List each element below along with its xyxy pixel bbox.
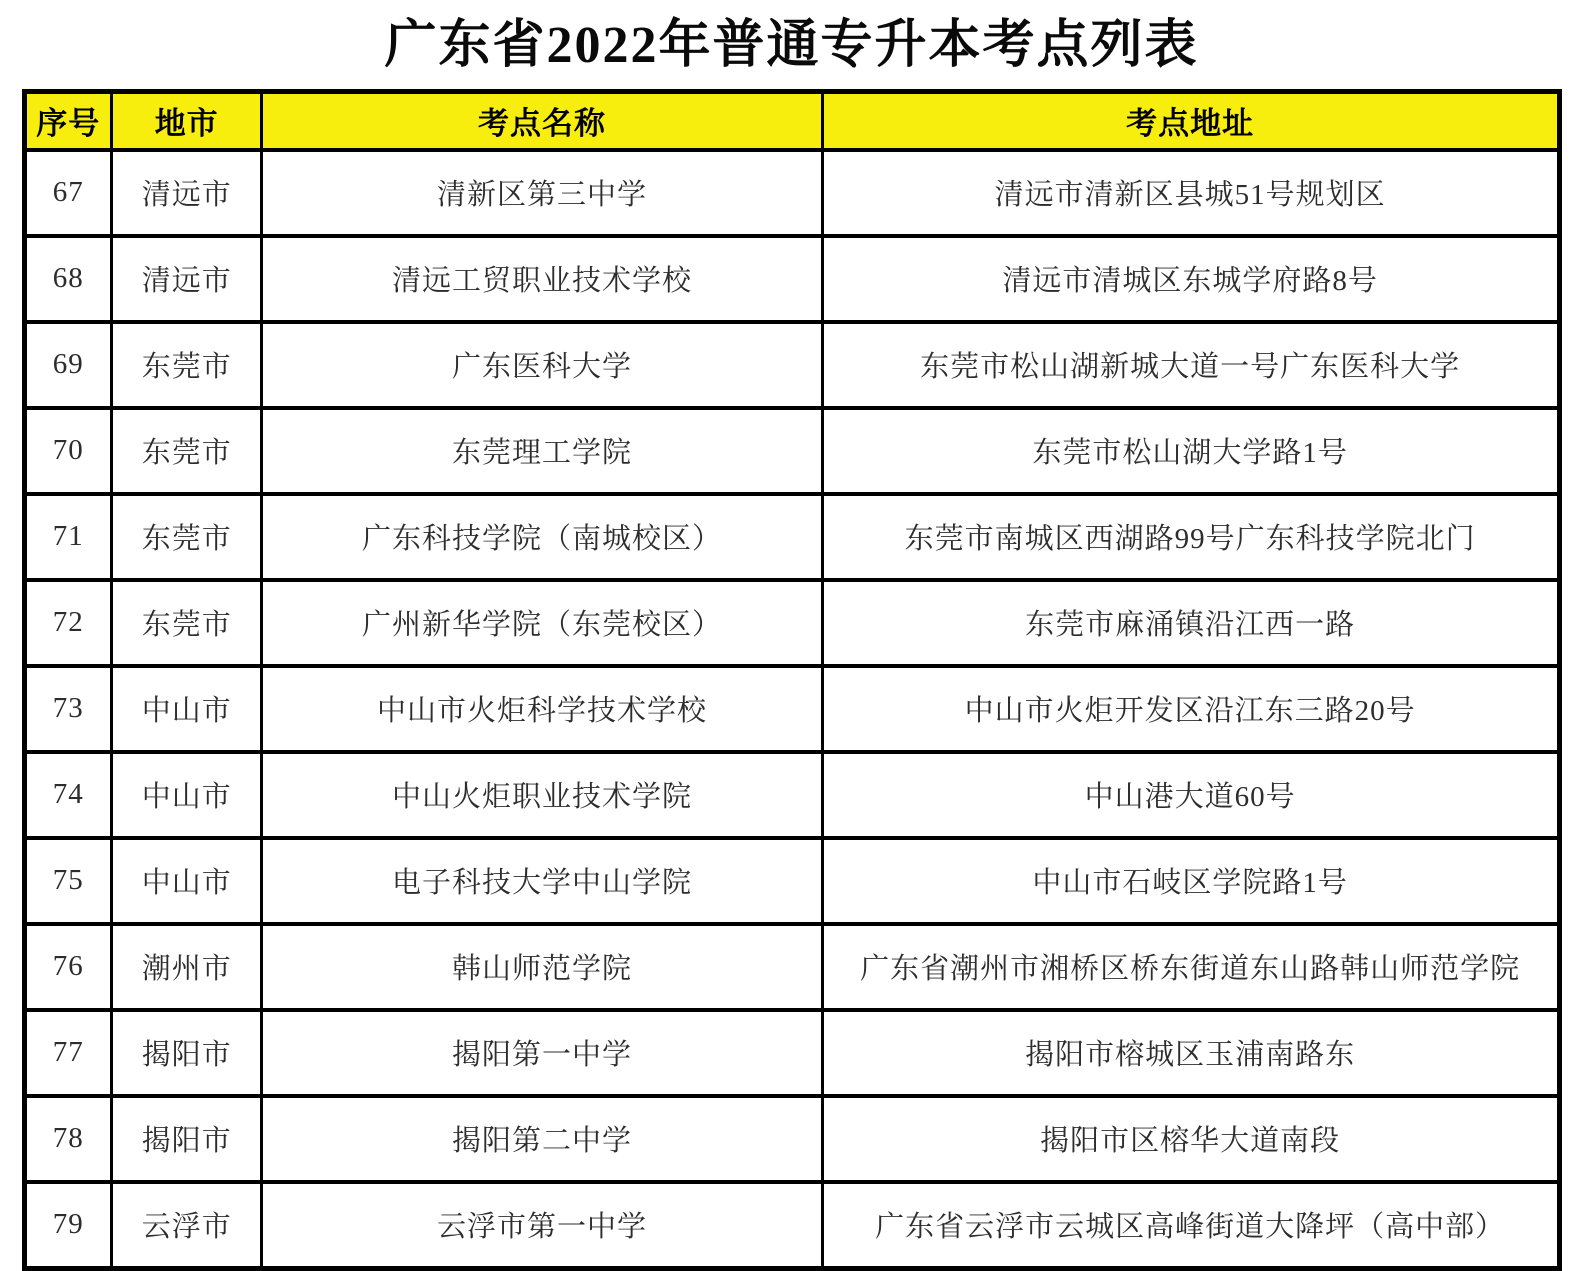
cell-site-address: 东莞市松山湖新城大道一号广东医科大学	[822, 322, 1559, 408]
cell-serial-number: 73	[24, 666, 111, 752]
cell-city: 揭阳市	[111, 1096, 261, 1182]
table-row	[24, 752, 1559, 838]
cell-serial-number: 69	[24, 322, 111, 408]
cell-city: 中山市	[111, 838, 261, 924]
cell-city: 揭阳市	[111, 1010, 261, 1096]
cell-serial-number: 79	[24, 1182, 111, 1269]
cell-city: 潮州市	[111, 924, 261, 1010]
header-city: 地市	[111, 91, 261, 150]
cell-serial-number: 71	[24, 494, 111, 580]
cell-site-address: 清远市清新区县城51号规划区	[822, 150, 1559, 236]
cell-serial-number: 75	[24, 838, 111, 924]
cell-site-address: 东莞市松山湖大学路1号	[822, 408, 1559, 494]
header-site-name: 考点名称	[262, 91, 822, 150]
cell-site-name: 中山市火炬科学技术学校	[262, 666, 822, 752]
cell-site-name: 广东科技学院（南城校区）	[262, 494, 822, 580]
cell-site-name: 清远工贸职业技术学校	[262, 236, 822, 322]
table-row	[24, 236, 1559, 322]
cell-city: 中山市	[111, 666, 261, 752]
cell-serial-number: 74	[24, 752, 111, 838]
cell-site-address: 中山港大道60号	[822, 752, 1559, 838]
table-row	[24, 408, 1559, 494]
cell-serial-number: 67	[24, 150, 111, 236]
cell-site-address: 东莞市麻涌镇沿江西一路	[822, 580, 1559, 666]
cell-site-name: 中山火炬职业技术学院	[262, 752, 822, 838]
cell-site-name: 东莞理工学院	[262, 408, 822, 494]
cell-site-name: 揭阳第二中学	[262, 1096, 822, 1182]
cell-site-name: 揭阳第一中学	[262, 1010, 822, 1096]
cell-site-address: 广东省潮州市湘桥区桥东街道东山路韩山师范学院	[822, 924, 1559, 1010]
cell-city: 清远市	[111, 150, 261, 236]
cell-serial-number: 68	[24, 236, 111, 322]
table-row	[24, 494, 1559, 580]
table-row	[24, 1096, 1559, 1182]
table-row	[24, 150, 1559, 236]
cell-site-name: 韩山师范学院	[262, 924, 822, 1010]
cell-city: 中山市	[111, 752, 261, 838]
cell-site-name: 清新区第三中学	[262, 150, 822, 236]
cell-site-address: 中山市火炬开发区沿江东三路20号	[822, 666, 1559, 752]
header-serial-number: 序号	[24, 91, 111, 150]
cell-site-name: 广州新华学院（东莞校区）	[262, 580, 822, 666]
table-row	[24, 580, 1559, 666]
cell-city: 东莞市	[111, 494, 261, 580]
cell-site-address: 揭阳市区榕华大道南段	[822, 1096, 1559, 1182]
cell-site-address: 清远市清城区东城学府路8号	[822, 236, 1559, 322]
cell-city: 东莞市	[111, 580, 261, 666]
table-row	[24, 1010, 1559, 1096]
page-title: 广东省2022年普通专升本考点列表	[384, 17, 1199, 74]
table-header-row	[24, 91, 1559, 150]
cell-serial-number: 78	[24, 1096, 111, 1182]
table-row	[24, 666, 1559, 752]
table-row	[24, 322, 1559, 408]
table-row	[24, 1182, 1559, 1269]
table-row	[24, 838, 1559, 924]
cell-site-address: 揭阳市榕城区玉浦南路东	[822, 1010, 1559, 1096]
cell-city: 清远市	[111, 236, 261, 322]
cell-serial-number: 70	[24, 408, 111, 494]
cell-site-address: 东莞市南城区西湖路99号广东科技学院北门	[822, 494, 1559, 580]
cell-serial-number: 76	[24, 924, 111, 1010]
exam-site-table	[22, 89, 1562, 1271]
cell-site-address: 广东省云浮市云城区高峰街道大降坪（高中部）	[822, 1182, 1559, 1269]
table-body	[24, 150, 1559, 1269]
cell-city: 东莞市	[111, 322, 261, 408]
cell-serial-number: 72	[24, 580, 111, 666]
header-site-address: 考点地址	[822, 91, 1559, 150]
table-row	[24, 924, 1559, 1010]
cell-site-address: 中山市石岐区学院路1号	[822, 838, 1559, 924]
cell-site-name: 云浮市第一中学	[262, 1182, 822, 1269]
cell-site-name: 广东医科大学	[262, 322, 822, 408]
cell-serial-number: 77	[24, 1010, 111, 1096]
cell-site-name: 电子科技大学中山学院	[262, 838, 822, 924]
cell-city: 东莞市	[111, 408, 261, 494]
cell-city: 云浮市	[111, 1182, 261, 1269]
